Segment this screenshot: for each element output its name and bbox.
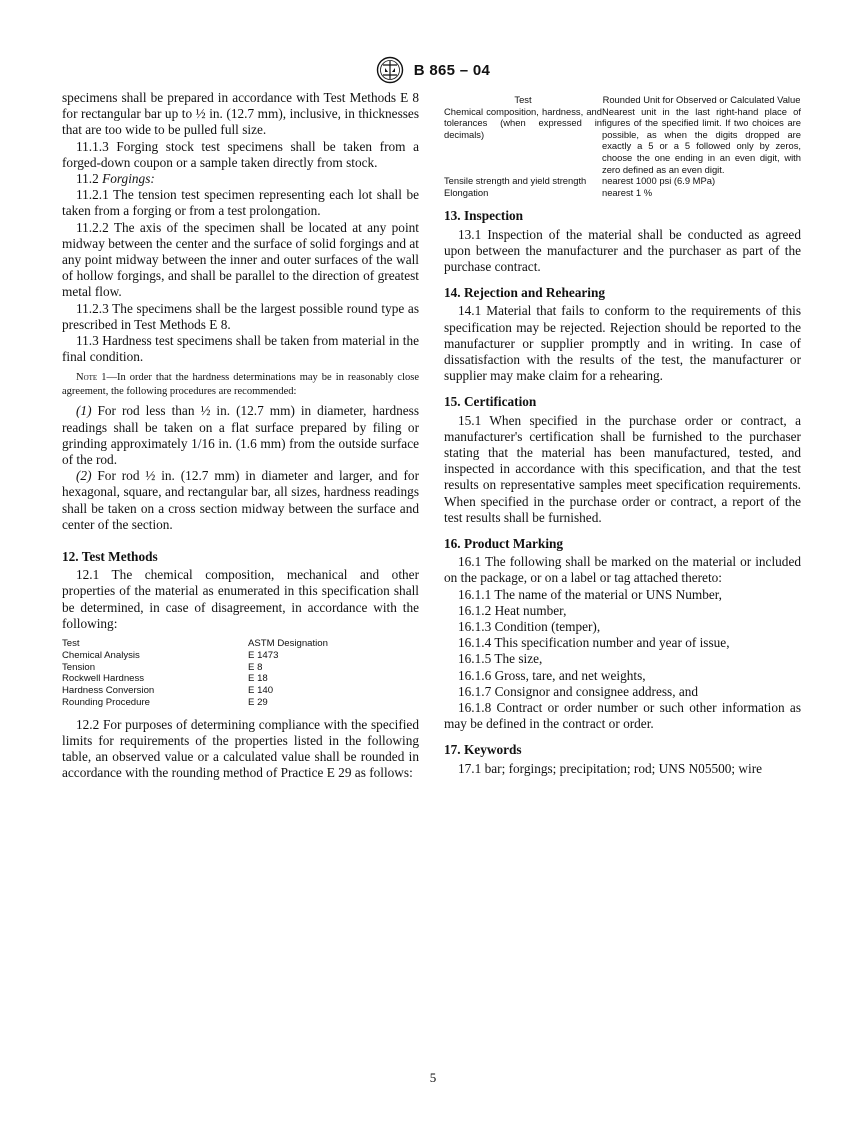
rounding-table xyxy=(444,94,801,198)
paragraph-11-2 xyxy=(62,171,419,187)
table-cell: nearest 1000 psi (6.9 MPa) xyxy=(602,175,716,187)
paragraph-11-3: 11.3 Hardness test specimens shall be taken from material in the final condition. xyxy=(62,333,419,365)
section-12-heading: 12. Test Methods xyxy=(62,549,158,565)
table-header-cell: Rounded Unit for Observed or Calculated Value xyxy=(602,94,801,105)
table-cell: Hardness Conversion xyxy=(62,685,155,697)
table-cell: nearest 1 % xyxy=(602,186,653,198)
list-item: 16.1.3 Condition (temper), xyxy=(458,619,601,635)
note-text: —In order that the hardness determinations may be in reasonably close agreement, the following procedures are recommended: xyxy=(62,372,419,398)
paragraph-14-1: 14.1 Material that fails to conform to the requirements of this specification may be rejected. Rejection should be reported to the manufacturer or supplier promptly and in writing. In case of dissatisfaction with the results of the test, the manufacturer or supplier may make claim for a rehearing. xyxy=(444,303,801,384)
note-item-text: For rod less than ½ in. (12.7 mm) in diameter, hardness readings shall be taken on a flat surface prepared by filing or grinding approximately 1/16 in. (1.6 mm) from the outside surface of the rod. xyxy=(62,403,419,468)
table-header-cell: Test xyxy=(514,94,532,105)
note-item-2 xyxy=(62,468,419,533)
list-item: 16.1.6 Gross, tare, and net weights, xyxy=(458,667,646,683)
note-1 xyxy=(62,371,419,399)
table-cell: E 140 xyxy=(248,685,274,697)
page-header xyxy=(0,56,866,84)
table-cell: Chemical Analysis xyxy=(62,649,140,661)
note-item-label: (2) xyxy=(76,468,92,484)
note-item-label: (1) xyxy=(76,403,92,419)
list-item: 16.1.5 The size, xyxy=(458,651,543,667)
table-cell: E 29 xyxy=(248,697,268,709)
table-row xyxy=(62,697,419,709)
table-cell: Chemical composition, hardness, and tolerances (when expressed in decimals) xyxy=(444,105,602,140)
section-15-heading: 15. Certification xyxy=(444,394,537,410)
list-item: 16.1.2 Heat number, xyxy=(458,602,567,618)
page-number: 5 xyxy=(429,1070,437,1085)
paragraph-12-1: 12.1 The chemical composition, mechanical and other properties of the material as enumerated in this specification shall be determined, in case of disagreement, in accordance with the following: xyxy=(62,567,419,631)
paragraph-11-2-3: 11.2.3 The specimens shall be the largest possible round type as prescribed in Test Methods E 8. xyxy=(62,300,419,332)
table-cell: E 8 xyxy=(248,661,263,673)
table-row xyxy=(62,673,419,685)
paragraph-13-1: 13.1 Inspection of the material shall be conducted as agreed upon between the manufacturer and the purchaser as part of the purchase contract. xyxy=(444,226,801,274)
section-number: 11.2 xyxy=(76,171,99,187)
list-item: 16.1.8 Contract or order number or such other information as may be defined in the contract or order. xyxy=(444,700,801,732)
table-row xyxy=(62,662,419,674)
table-row xyxy=(62,650,419,662)
table-cell: Rockwell Hardness xyxy=(62,673,145,685)
table-header-row xyxy=(444,94,801,106)
table-cell: Nearest unit in the last right-hand place of figures of the specified limit. If two choices are possible, as when the digits dropped are exactly a 5 or a 5 followed only by zeros, choose the one ending in an even digit, with zero defined as an even digit. xyxy=(602,105,801,175)
section-title: Forgings: xyxy=(102,171,155,187)
document-designation: B 865 – 04 xyxy=(413,61,491,79)
section-17-heading: 17. Keywords xyxy=(444,742,522,758)
table-header-cell: ASTM Designation xyxy=(248,638,328,650)
paragraph-12-2: 12.2 For purposes of determining compliance with the specified limits for requirements of the properties listed in the following table, an observed value or a calculated value shall be rounded in accordance with the rounding method of Practice E 29 as follows: xyxy=(62,716,419,781)
left-column xyxy=(62,90,419,782)
test-methods-table xyxy=(62,638,419,709)
section-13-heading: 13. Inspection xyxy=(444,208,524,224)
table-row xyxy=(62,685,419,697)
table-row xyxy=(444,175,801,187)
paragraph-11-2-2: 11.2.2 The axis of the specimen shall be located at any point midway between the center and the surface of solid forgings and at any point midway between the inner and outer surfaces of the wall of hollow forgings, and shall be parallel to the direction of greatest metal flow. xyxy=(62,219,419,300)
paragraph-15-1: 15.1 When specified in the purchase order or contract, a manufacturer's certification shall be furnished to the purchaser stating that the material has been manufactured, tested, and inspected in accordance with this specification, and that the test results on representative samples meet specification requirements. When specified in the purchase order or contract, a report of the test results shall be furnished. xyxy=(444,412,801,525)
right-column xyxy=(444,94,801,777)
note-item-text: For rod ½ in. (12.7 mm) in diameter and larger, and for hexagonal, square, and rectangular bar, all sizes, hardness readings shall be taken on a cross section midway between the surface and center of the section. xyxy=(62,468,420,532)
table-row xyxy=(444,187,801,199)
list-item: 16.1.1 The name of the material or UNS Number, xyxy=(458,586,722,602)
table-cell: Tensile strength and yield strength xyxy=(444,175,587,187)
table-cell: Rounding Procedure xyxy=(62,697,151,709)
section-14-heading: 14. Rejection and Rehearing xyxy=(444,285,606,301)
list-item: 16.1.4 This specification number and year of issue, xyxy=(458,635,730,651)
table-header-cell: Test xyxy=(62,638,80,650)
paragraph-11-1-2-cont: specimens shall be prepared in accordance with Test Methods E 8 for rectangular bar up to ½ in. (12.7 mm), inclusive, in thicknesses that are too wide to be pulled full size. xyxy=(62,90,419,138)
list-item: 16.1.7 Consignor and consignee address, and xyxy=(458,683,699,699)
astm-logo-icon xyxy=(376,56,404,84)
note-label: Note 1 xyxy=(76,372,107,384)
paragraph-16-1: 16.1 The following shall be marked on the material or included on the package, or on a label or tag attached thereto: xyxy=(444,554,801,586)
table-cell: Tension xyxy=(62,661,96,673)
table-cell: E 18 xyxy=(248,673,268,685)
table-cell: Elongation xyxy=(444,186,489,198)
section-16-heading: 16. Product Marking xyxy=(444,536,564,551)
table-header-row xyxy=(62,638,419,650)
paragraph-17-1: 17.1 bar; forgings; precipitation; rod; UNS N05500; wire xyxy=(458,760,763,776)
paragraph-11-2-1: 11.2.1 The tension test specimen representing each lot shall be taken from a forging or from a test prolongation. xyxy=(62,187,419,219)
note-item-1 xyxy=(62,403,419,468)
paragraph-11-1-3: 11.1.3 Forging stock test specimens shall be taken from a forged-down coupon or a sample taken directly from stock. xyxy=(62,138,419,170)
table-cell: E 1473 xyxy=(248,649,279,661)
table-row xyxy=(444,106,801,176)
